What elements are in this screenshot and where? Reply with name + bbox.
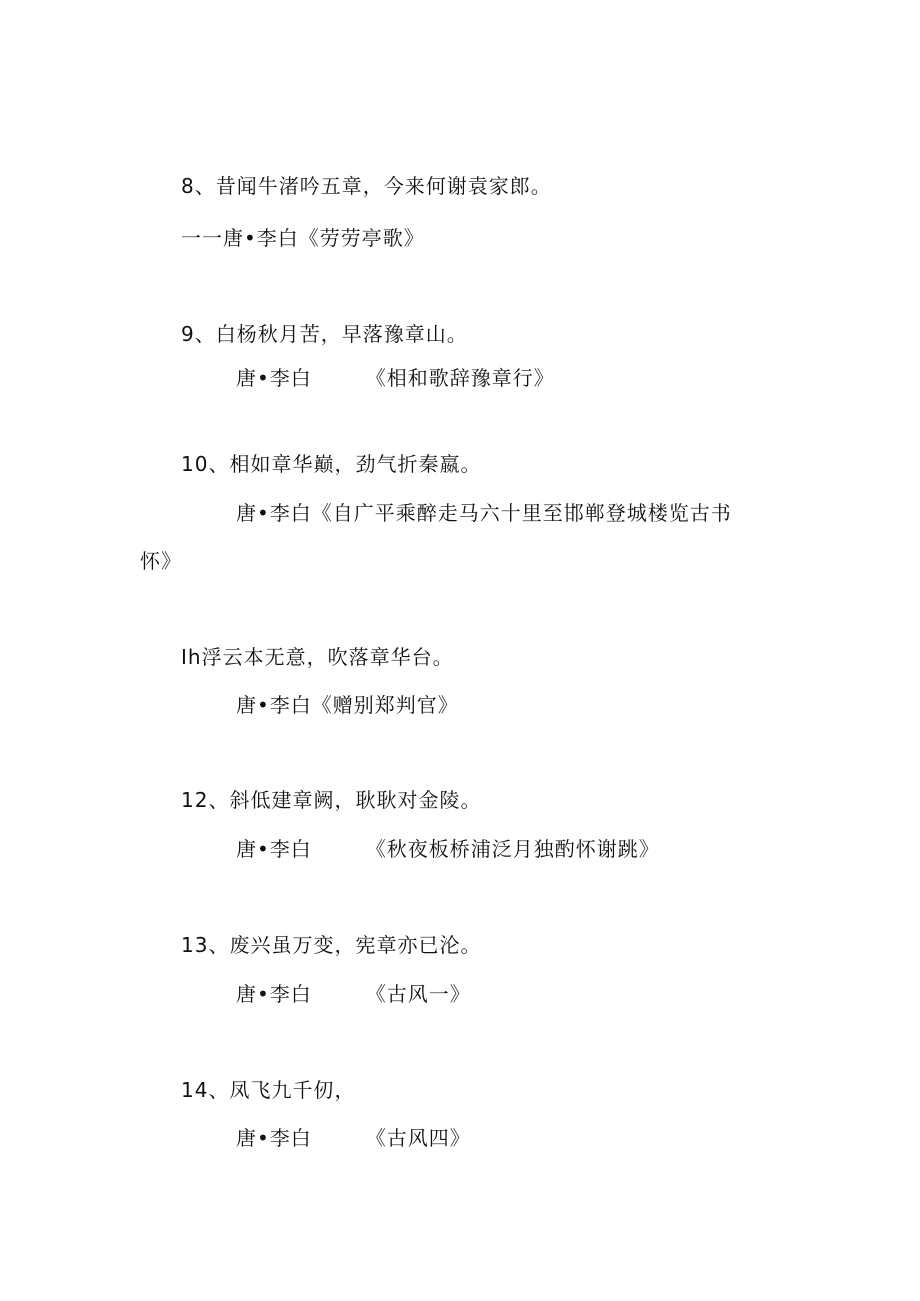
author-name: 唐•李白: [236, 837, 312, 861]
verse-line: 14、凤飞九千仞，: [181, 1078, 356, 1102]
verse-line: 8、昔闻牛渚吟五章，今来何谢袁家郎。: [181, 174, 552, 198]
source-line: [236, 364, 555, 392]
verse-line: 10、相如章华巅，劲气折秦嬴。: [181, 452, 482, 476]
poem-title: 《秋夜板桥浦泛月独酌怀谢跳》: [365, 837, 660, 861]
author-name: 唐•李白: [236, 1126, 312, 1150]
verse-line: 12、斜低建章阙，耿耿对金陵。: [181, 788, 482, 812]
author-name: 唐•李白: [236, 366, 312, 390]
source-line: 唐•李白《自广平乘醉走马六十里至邯郸登城楼览古书: [236, 501, 732, 525]
verse-line: Ih浮云本无意，吹落章华台。: [181, 645, 454, 669]
source-line: 一一唐•李白《劳劳亭歌》: [181, 226, 425, 250]
poem-title: 《古风一》: [365, 982, 471, 1006]
poem-title: 《相和歌辞豫章行》: [365, 366, 555, 390]
verse-line: 13、废兴虽万变，宪章亦已沦。: [181, 933, 482, 957]
source-line-continuation: 怀》: [140, 549, 182, 573]
poem-title: 《古风四》: [365, 1126, 471, 1150]
source-line: [236, 980, 471, 1008]
source-line: 唐•李白《赠别郑判官》: [236, 693, 459, 717]
author-name: 唐•李白: [236, 982, 312, 1006]
source-line: [236, 835, 660, 863]
verse-line: 9、白杨秋月苦，早落豫章山。: [181, 322, 468, 346]
source-line: [236, 1124, 471, 1152]
